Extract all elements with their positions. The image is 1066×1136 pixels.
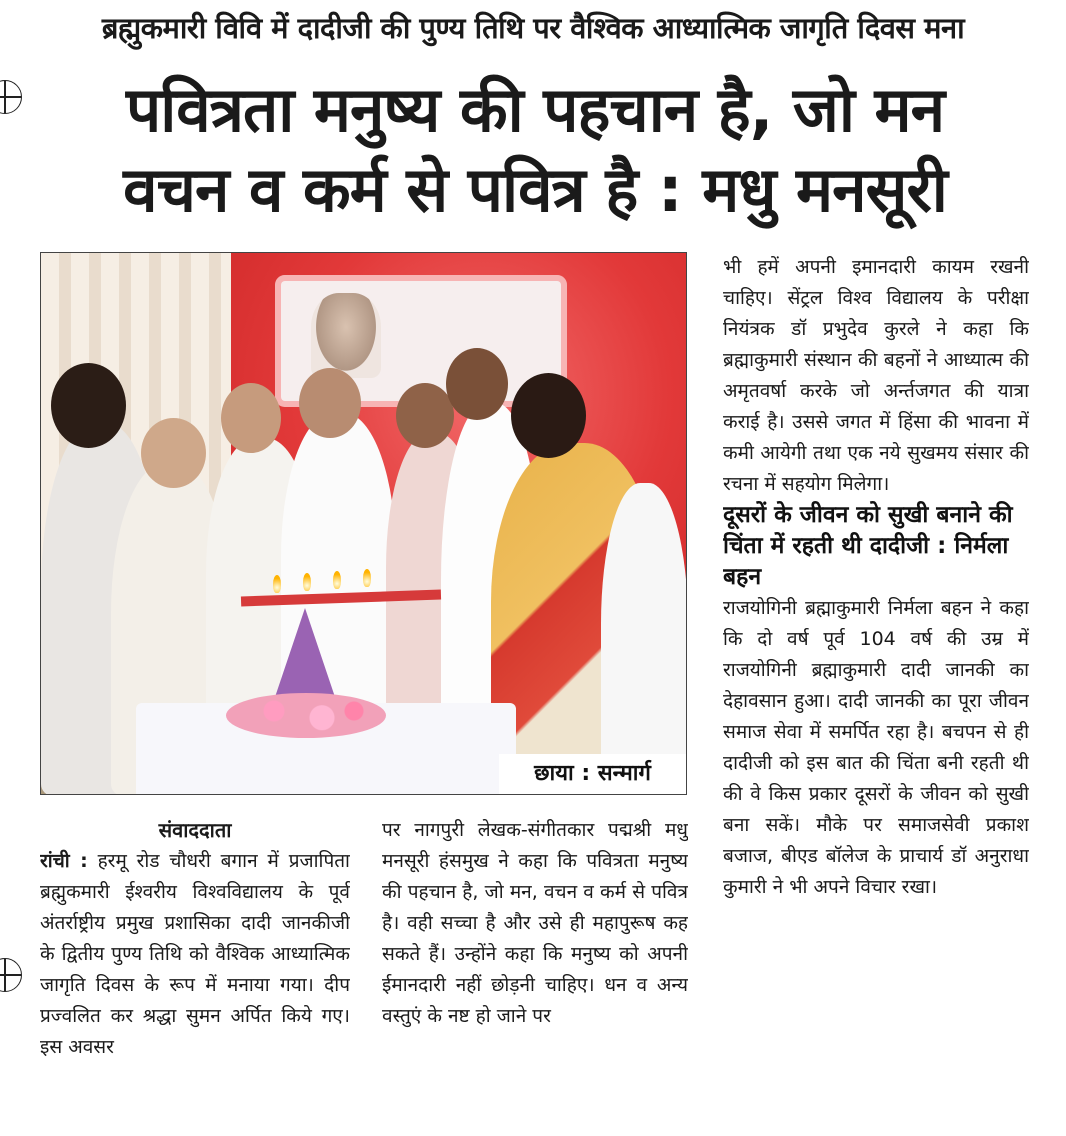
photo-person-head — [141, 418, 206, 488]
column-3-top-body: भी हमें अपनी इमानदारी कायम रखनी चाहिए। सेंट्रल विश्व विद्यालय के परीक्षा नियंत्रक डॉ प्रभुदेव कुरले ने कहा कि ब्रह्माकुमारी संस्थान की बहनों ने आध्यात्म की अमृतवर्षा करके जो अर्न्तजगत की यात्रा कराई है। उससे जगत में हिंसा की भावना में कमी आयेगी तथा एक नये सुखमय संसार की रचना में सहयोग मिलेगा। — [723, 256, 1029, 495]
photo-person — [601, 483, 687, 795]
registration-mark-icon — [0, 80, 22, 114]
photo-person-head — [511, 373, 586, 458]
article-headline — [20, 70, 1050, 235]
article-photo — [40, 252, 687, 795]
column-1-text — [40, 846, 350, 1063]
column-2-body: पर नागपुरी लेखक-संगीतकार पद्मश्री मधु मनसूरी हंसमुख ने कहा कि पवित्रता मनुष्य की पहचान है, जो मन, वचन व कर्म से पवित्र है। वही सच्चा है और उसे ही महापुरूष कह सकते हैं। उन्होंने कहा कि मनुष्य को अपनी ईमानदारी नहीं छोड़नी चाहिए। धन व अन्य वस्तुएं के नष्ट हो जाने पर — [382, 819, 688, 1027]
photo-flame — [363, 569, 371, 587]
photo-person-head — [446, 348, 508, 420]
article-dateline: रांची : — [40, 850, 88, 872]
photo-flame — [333, 571, 341, 589]
article-column-3 — [723, 252, 1029, 1130]
photo-person-head — [221, 383, 281, 453]
column-3-bottom-body: राजयोगिनी ब्रह्माकुमारी निर्मला बहन ने कहा कि दो वर्ष पूर्व 104 वर्ष की उम्र में राजयोगिनी ब्रह्माकुमारी दादी जानकी का देहावसान हुआ। दादी जानकी का पूरा जीवन समाज सेवा में समर्पित रहा है। बचपन से ही दादीजी को इस बात की चिंता बनी रहती थी की वे किस प्रकार दूसरों के जीवन को सुखी बना सकें। मौके पर समाजसेवी प्रकाश बजाज, बीएड बॉलेज के प्राचार्य डॉ अनुराधा कुमारी ने भी अपने विचार रखा। — [723, 597, 1029, 898]
article-column-2 — [382, 815, 688, 1130]
article-kicker: ब्रह्मुकमारी विवि में दादीजी की पुण्य तिथि पर वैश्विक आध्यात्मिक जागृति दिवस मना — [101, 11, 965, 45]
article-column-1 — [40, 815, 350, 1130]
article-subheading: दूसरों के जीवन को सुखी बनाने की चिंता में रहती थी दादीजी : निर्मला बहन — [723, 502, 1013, 590]
headline-line-1: पवित्रता मनुष्य की पहचान है, जो मन — [125, 73, 944, 146]
article-byline: संवाददाता — [158, 818, 232, 842]
photo-flower-arrangement — [226, 693, 386, 738]
registration-mark-icon — [0, 958, 22, 992]
headline-line-2: वचन व कर्म से पवित्र है : मधु मनसूरी — [123, 153, 947, 226]
photo-person-head — [299, 368, 361, 438]
photo-flame — [303, 573, 311, 591]
photo-person-head — [51, 363, 126, 448]
photo-person-head — [396, 383, 454, 448]
column-1-body: हरमू रोड चौधरी बगान में प्रजापिता ब्रह्मुकमारी ईश्वरीय विश्वविद्यालय के पूर्व अंतर्राष्ट्रीय प्रमुख प्रशासिका दादी जानकीजी के द्वितीय पुण्य तिथि को वैश्विक आध्यात्मिक जागृति दिवस के रूप में मनाया गया। दीप प्रज्वलित कर श्रद्धा सुमन अर्पित किये गए। इस अवसर — [40, 850, 350, 1058]
photo-flame — [273, 575, 281, 593]
photo-caption: छाया : सन्मार्ग — [499, 754, 686, 794]
photo-portrait — [311, 293, 381, 378]
photo-flower-cone — [273, 608, 337, 703]
